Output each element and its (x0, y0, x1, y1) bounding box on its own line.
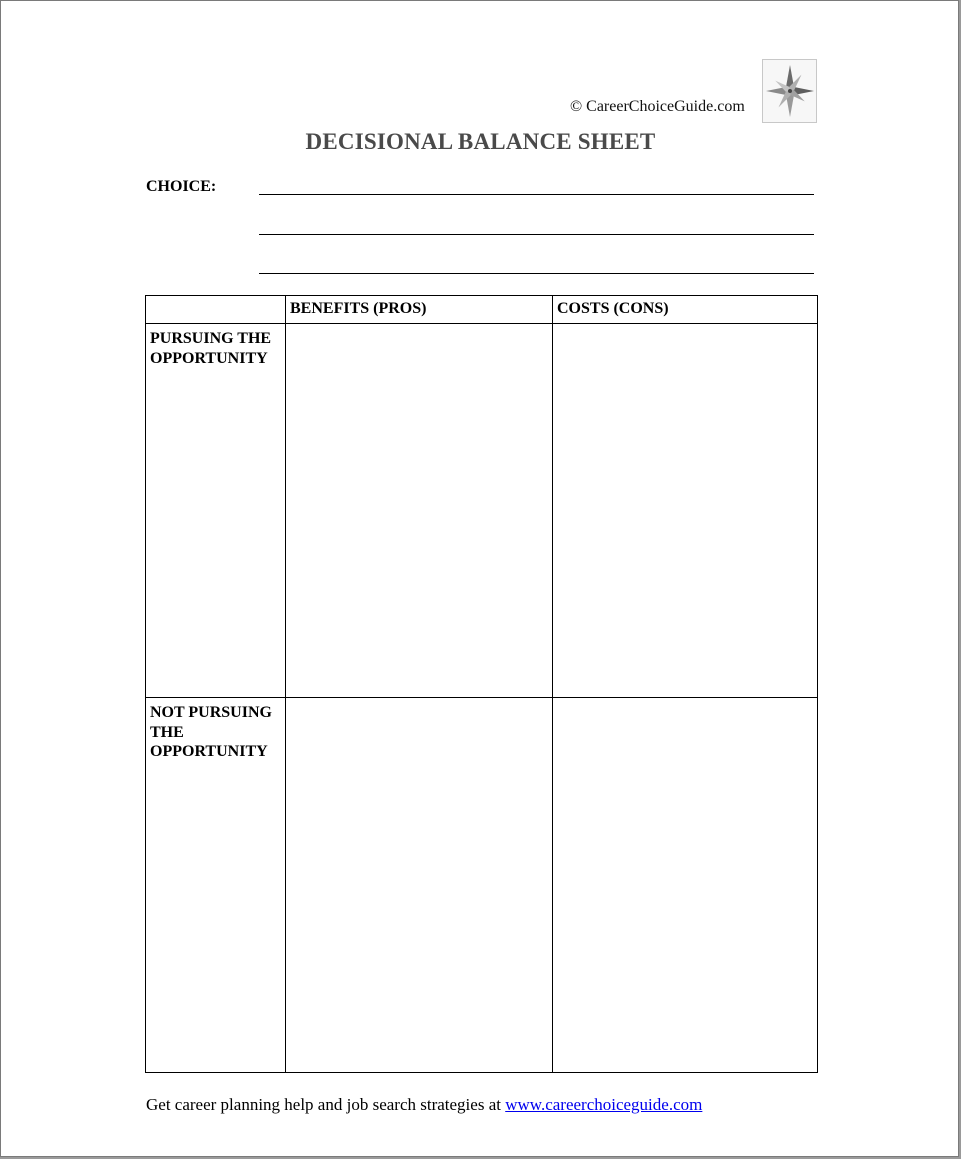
copyright-notice: © CareerChoiceGuide.com (570, 98, 745, 115)
header-cell-blank (146, 296, 286, 324)
row-label-pursuing: PURSUING THE OPPORTUNITY (146, 324, 286, 698)
not-pursuing-benefits-cell[interactable] (286, 698, 553, 1073)
not-pursuing-costs-cell[interactable] (553, 698, 818, 1073)
header-cell-costs: COSTS (CONS) (553, 296, 818, 324)
choice-label: CHOICE: (146, 178, 217, 195)
footer-note (146, 1095, 702, 1115)
header-cell-benefits: BENEFITS (PROS) (286, 296, 553, 324)
choice-line-2[interactable] (259, 234, 814, 235)
choice-line-3[interactable] (259, 273, 814, 274)
table-header-row (146, 296, 818, 324)
footer-link[interactable]: www.careerchoiceguide.com (505, 1095, 703, 1114)
table-row (146, 324, 818, 698)
pursuing-benefits-cell[interactable] (286, 324, 553, 698)
pursuing-costs-cell[interactable] (553, 324, 818, 698)
choice-line-1[interactable] (259, 194, 814, 195)
row-label-not-pursuing: NOT PURSUING THE OPPORTUNITY (146, 698, 286, 1073)
table-row (146, 698, 818, 1073)
decisional-balance-table (145, 295, 818, 1073)
document-title: DECISIONAL BALANCE SHEET (305, 129, 656, 154)
compass-logo-icon (762, 59, 817, 123)
footer-text: Get career planning help and job search strategies at (146, 1095, 506, 1114)
